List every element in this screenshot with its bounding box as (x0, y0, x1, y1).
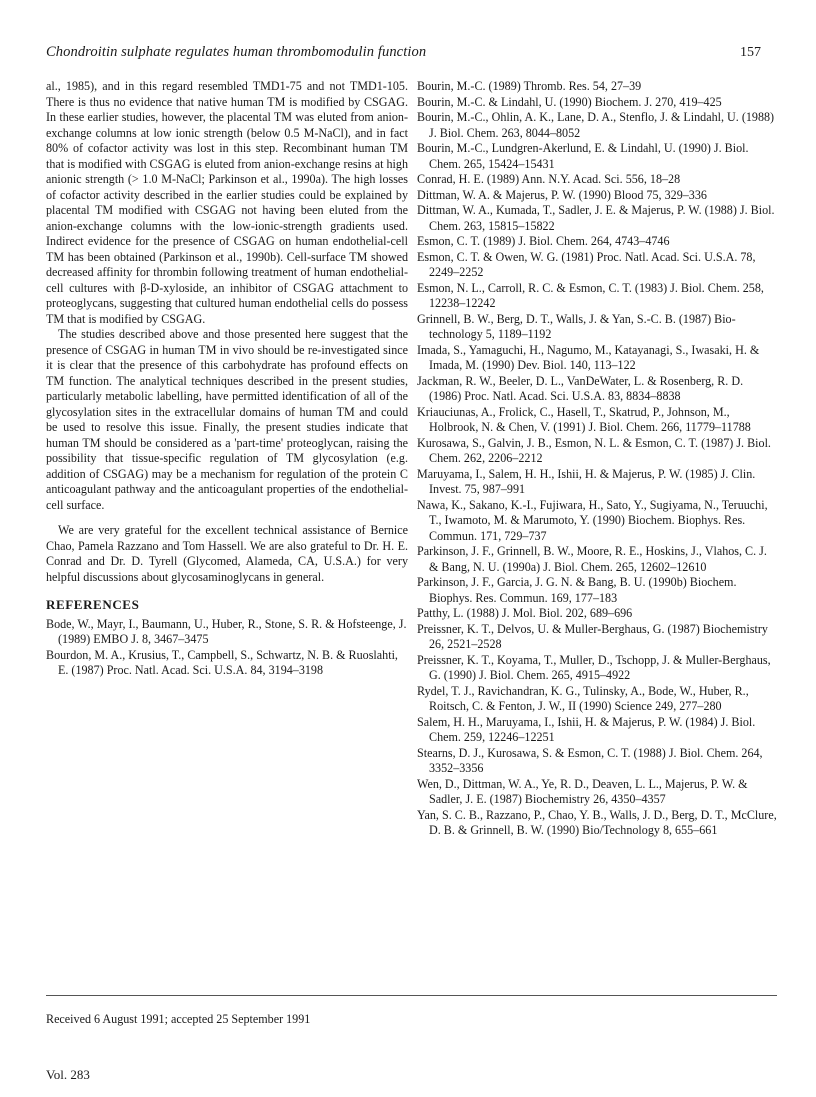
reference-entry: Stearns, D. J., Kurosawa, S. & Esmon, C. T. (1988) J. Biol. Chem. 264, 3352–3356 (417, 745, 763, 775)
reference-entry: Patthy, L. (1988) J. Mol. Biol. 202, 689–696 (417, 606, 633, 620)
reference-entry: Esmon, C. T. & Owen, W. G. (1981) Proc. Natl. Acad. Sci. U.S.A. 78, 2249–2252 (417, 249, 756, 279)
left-column (46, 79, 408, 679)
reference-entry: Yan, S. C. B., Razzano, P., Chao, Y. B., Walls, J. D., Berg, D. T., McClure, D. B. & Grinnell, B. W. (1990) Bio/Technology 8, 655–661 (417, 807, 777, 837)
received-date: Received 6 August 1991; accepted 25 September 1991 (46, 1012, 311, 1026)
reference-entry: Dittman, W. A., Kumada, T., Sadler, J. E. & Majerus, P. W. (1988) J. Biol. Chem. 263, 15815–15822 (417, 203, 775, 233)
acknowledgement: We are very grateful for the excellent technical assistance of Bernice Chao, Pamela Razzano and Tom Hassell. We are also grateful to Dr. H. E. Conrad and Dr. D. Tyrell (Glycomed, Alameda, CA, U.S.A.) for very helpful discussions about glycosaminoglycans in general. (46, 523, 408, 584)
reference-entry: Bourin, M.-C. & Lindahl, U. (1990) Biochem. J. 270, 419–425 (417, 94, 722, 109)
running-title: Chondroitin sulphate regulates human thrombomodulin function (46, 44, 427, 60)
reference-entry: Nawa, K., Sakano, K.-I., Fujiwara, H., Sato, Y., Sugiyama, N., Teruuchi, T., Iwamoto, M. & Marumoto, Y. (1990) Biochem. Biophys. Res. Commun. 171, 729–737 (417, 497, 768, 543)
footer-divider (46, 995, 777, 996)
reference-entry: Bode, W., Mayr, I., Baumann, U., Huber, R., Stone, S. R. & Hofsteenge, J. (1989) EMBO J. 8, 3467–3475 (46, 616, 407, 647)
page-number: 157 (740, 45, 761, 60)
reference-entry: Bourdon, M. A., Krusius, T., Campbell, S., Schwartz, N. B. & Ruoslahti, E. (1987) Proc. Natl. Acad. Sci. U.S.A. 84, 3194–3198 (46, 647, 398, 678)
reference-entry: Kriaucіunas, A., Frolick, C., Hasell, T., Skatrud, P., Johnson, M., Holbrook, N. & Chen, V. (1991) J. Biol. Chem. 266, 11779–11788 (417, 404, 751, 434)
reference-entry: Wen, D., Dittman, W. A., Ye, R. D., Deaven, L. L., Majerus, P. W. & Sadler, J. E. (1987) Biochemistry 26, 4350–4357 (417, 776, 748, 806)
reference-entry: Dittman, W. A. & Majerus, P. W. (1990) Blood 75, 329–336 (417, 187, 707, 202)
reference-entry: Maruyama, I., Salem, H. H., Ishii, H. & Majerus, P. W. (1985) J. Clin. Invest. 75, 987–991 (417, 466, 756, 496)
reference-entry: Parkinson, J. F., Garcia, J. G. N. & Bang, B. U. (1990b) Biochem. Biophys. Res. Commun. 169, 177–183 (417, 575, 737, 605)
reference-entry: Grinnell, B. W., Berg, D. T., Walls, J. & Yan, S.-C. B. (1987) Bio-technology 5, 1189–1192 (417, 311, 736, 341)
reference-entry: Preissner, K. T., Koyama, T., Muller, D., Tschopp, J. & Muller-Berghaus, G. (1990) J. Biol. Chem. 265, 4915–4922 (417, 652, 771, 682)
reference-entry: Imada, S., Yamaguchi, H., Nagumo, M., Katayanagi, S., Iwasaki, H. & Imada, M. (1990) Dev. Biol. 140, 113–122 (417, 342, 760, 372)
body-paragraph: The studies described above and those presented here suggest that the presence of CSGAG in human TM in vivo should be re-investigated since it is clear that the presence of this carbohydrate has profound effects on TM function. The analytical techniques described in the present studies, particularly metabolic labelling, have permitted identification of all of the glycosylation sites in the extracellular domains of human TM and could be used to resolve this issue. Finally, the present studies indicate that human TM should be considered as a 'part-time' proteoglycan, raising the possibility that tissue-specific regulation of TM glycosylation (e.g. addition of CSGAG) may be a mechanism for regulation of the protein C anticoagulant pathway and the anticoagulant properties of the endothelial-cell surface. (46, 327, 408, 512)
references-list-left (46, 617, 408, 679)
reference-entry: Esmon, C. T. (1989) J. Biol. Chem. 264, 4743–4746 (417, 234, 670, 248)
reference-entry: Parkinson, J. F., Grinnell, B. W., Moore, R. E., Hoskins, J., Vlahos, C. J. & Bang, N. U. (1990a) J. Biol. Chem. 265, 12602–12610 (417, 544, 767, 574)
reference-entry: Jackman, R. W., Beeler, D. L., VanDeWater, L. & Rosenberg, R. D. (1986) Proc. Natl. Acad. Sci. U.S.A. 83, 8834–8838 (417, 373, 744, 403)
reference-entry: Bourin, M.-C., Lundgren-Akerlund, E. & Lindahl, U. (1990) J. Biol. Chem. 265, 15424–15431 (417, 141, 749, 171)
reference-entry: Preissner, K. T., Delvos, U. & Muller-Berghaus, G. (1987) Biochemistry 26, 2521–2528 (417, 621, 768, 651)
reference-entry: Salem, H. H., Maruyama, I., Ishii, H. & Majerus, P. W. (1984) J. Biol. Chem. 259, 12246–12251 (417, 714, 756, 744)
reference-entry: Esmon, N. L., Carroll, R. C. & Esmon, C. T. (1983) J. Biol. Chem. 258, 12238–12242 (417, 280, 764, 310)
reference-entry: Bourin, M.-C., Ohlin, A. K., Lane, D. A., Stenflo, J. & Lindahl, U. (1988) J. Biol. Chem. 263, 8044–8052 (417, 110, 775, 140)
reference-entry: Kurosawa, S., Galvin, J. B., Esmon, N. L. & Esmon, C. T. (1987) J. Biol. Chem. 262, 2206–2212 (417, 435, 771, 465)
references-heading: REFERENCES (46, 597, 140, 613)
body-paragraph: al., 1985), and in this regard resembled TMD1-75 and not TMD1-105. There is thus no evidence that native human TM is modified by CSGAG. In these earlier studies, however, the placental TM was eluted from anion-exchange columns at low ionic strength (below 0.5 M-NaCl), and in fact 80% of cofactor activity was lost in this step. Recombinant human TM that is modified with CSGAG is eluted from anion-exchange resins at high anionic strength (> 1.0 M-NaCl; Parkinson et al., 1990a). The high losses of cofactor activity described in the earlier studies could be explained by placental TM modified with CSGAG not having been eluted from the anion-exchange columns with the low-ionic-strength gradients used. Indirect evidence for the presence of CSGAG on human endothelial-cell TM has been obtained (Parkinson et al., 1990b). Cell-surface TM showed decreased affinity for thrombin following treatment of human endothelial-cell cultures with β-D-xyloside, an inhibitor of CSGAG attachment to proteoglycans, suggesting that cultured human endothelial cells do possess TM that is modified by CSGAG. (46, 79, 408, 326)
references-list-right (417, 79, 777, 839)
volume-label: Vol. 283 (46, 1067, 90, 1082)
reference-entry: Bourin, M.-C. (1989) Thromb. Res. 54, 27–39 (417, 79, 642, 93)
reference-entry: Conrad, H. E. (1989) Ann. N.Y. Acad. Sci. 556, 18–28 (417, 172, 681, 186)
reference-entry: Rydel, T. J., Ravichandran, K. G., Tulinsky, A., Bode, W., Huber, R., Roitsch, C. & Fenton, J. W., II (1990) Science 249, 277–280 (417, 683, 749, 713)
right-column (417, 79, 777, 839)
